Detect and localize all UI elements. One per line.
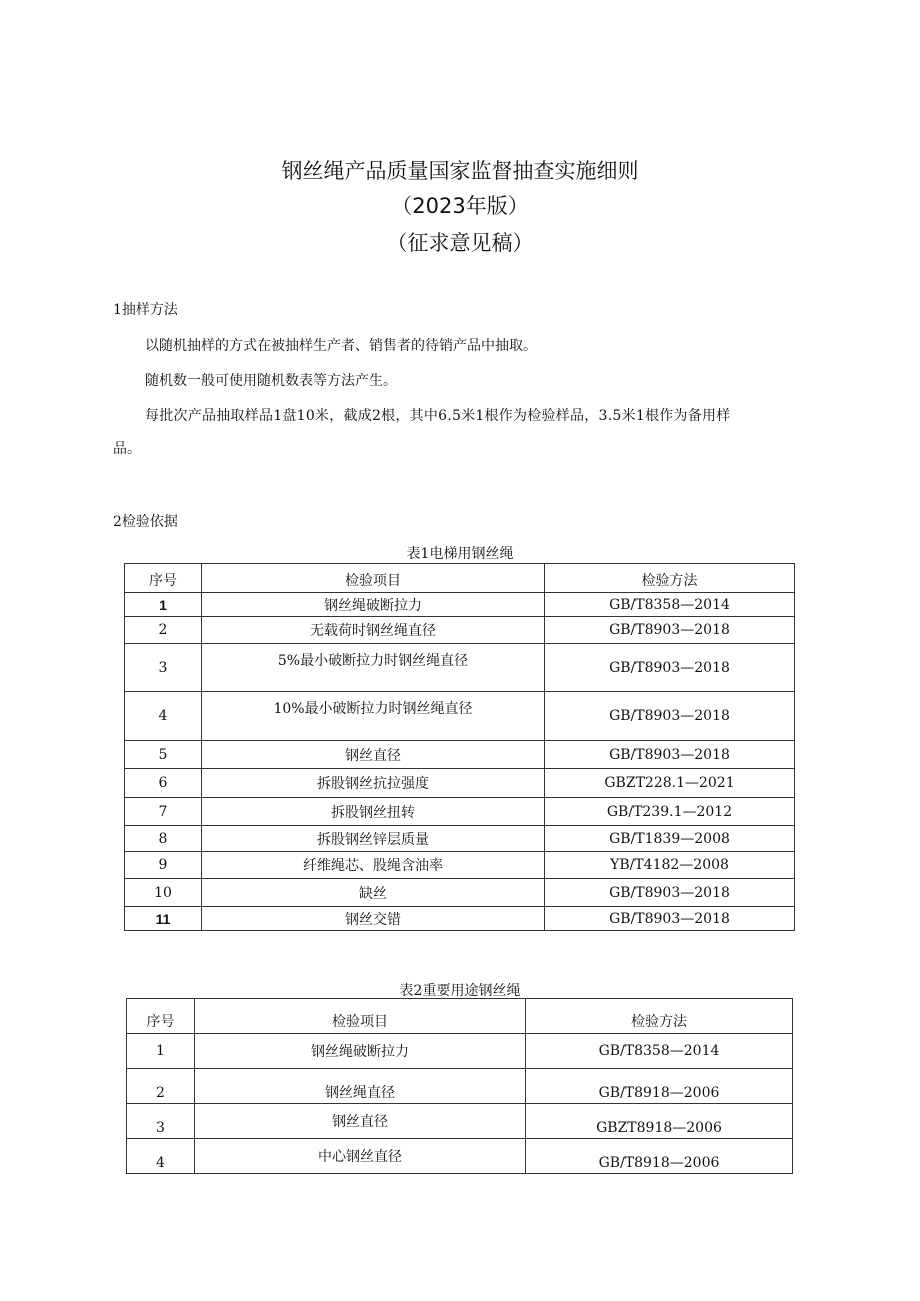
row-index: 11: [125, 907, 202, 931]
row-item: 纤维绳芯、股绳含油率: [202, 852, 545, 879]
row-item: 10%最小破断拉力时钢丝绳直径: [202, 692, 545, 741]
row-item: 钢丝直径: [202, 741, 545, 769]
header-cell-item: 检验项目: [202, 564, 545, 593]
table-1: [124, 563, 795, 931]
row-method: GB/T8903—2018: [545, 879, 795, 907]
table-row: [125, 617, 795, 644]
table-row: [125, 769, 795, 798]
section-1-paragraph-1: 以随机抽样的方式在被抽样生产者、销售者的待销产品中抽取。: [145, 338, 537, 354]
row-index: 1: [125, 593, 202, 617]
table-header-row: [125, 564, 795, 593]
row-item: 拆股钢丝锌层质量: [202, 826, 545, 852]
row-method: GB/T8918—2006: [526, 1069, 793, 1104]
row-index: 2: [127, 1069, 195, 1104]
header-cell-index: 序号: [125, 564, 202, 593]
table-row: [127, 1139, 793, 1174]
table-row: [125, 741, 795, 769]
table-2-caption: 表2重要用途钢丝绳: [399, 983, 521, 999]
table-row: [125, 852, 795, 879]
row-item: 缺丝: [202, 879, 545, 907]
row-index: 3: [127, 1104, 195, 1139]
section-1-paragraph-3-continued: 品。: [113, 441, 141, 457]
row-item: 钢丝直径: [195, 1104, 526, 1139]
row-method: GB/T8358—2014: [545, 593, 795, 617]
row-index: 4: [125, 692, 202, 741]
document-status: （征求意见稿）: [386, 231, 534, 255]
section-2-heading: 2检验依据: [113, 514, 178, 530]
row-item: 拆股钢丝扭转: [202, 798, 545, 826]
table-row: [127, 1034, 793, 1069]
section-1-heading: 1抽样方法: [113, 302, 178, 318]
table-row: [127, 1069, 793, 1104]
row-item: 无载荷时钢丝绳直径: [202, 617, 545, 644]
table-1-caption: 表1电梯用钢丝绳: [406, 546, 514, 562]
table-row: [125, 692, 795, 741]
table-row: [127, 1104, 793, 1139]
table-row: [125, 826, 795, 852]
row-index: 1: [127, 1034, 195, 1069]
row-method: GBZT8918—2006: [526, 1104, 793, 1139]
header-cell-method: 检验方法: [526, 999, 793, 1034]
row-index: 10: [125, 879, 202, 907]
row-index: 7: [125, 798, 202, 826]
row-method: GB/T8903—2018: [545, 644, 795, 692]
row-method: GB/T239.1—2012: [545, 798, 795, 826]
document-edition: （2023年版）: [391, 194, 529, 218]
table-header-row: [127, 999, 793, 1034]
table-row: [125, 644, 795, 692]
row-method: GB/T8903—2018: [545, 907, 795, 931]
section-1-paragraph-3: 每批次产品抽取样品1盘10米，截成2根，其中6.5米1根作为检验样品，3.5米1根作为备用样: [145, 408, 731, 424]
table-row: [125, 798, 795, 826]
header-cell-item: 检验项目: [195, 999, 526, 1034]
row-index: 9: [125, 852, 202, 879]
row-item: 钢丝绳破断拉力: [195, 1034, 526, 1069]
row-index: 4: [127, 1139, 195, 1174]
document-title: 钢丝绳产品质量国家监督抽查实施细则: [281, 159, 639, 183]
row-index: 3: [125, 644, 202, 692]
row-method: YB/T4182—2008: [545, 852, 795, 879]
section-1-paragraph-2: 随机数一般可使用随机数表等方法产生。: [145, 373, 397, 389]
row-index: 6: [125, 769, 202, 798]
row-index: 5: [125, 741, 202, 769]
table-2: [126, 998, 793, 1174]
row-index: 2: [125, 617, 202, 644]
table-row: [125, 907, 795, 931]
header-cell-method: 检验方法: [545, 564, 795, 593]
row-method: GB/T8918—2006: [526, 1139, 793, 1174]
table-row: [125, 879, 795, 907]
row-method: GB/T8903—2018: [545, 617, 795, 644]
row-item: 中心钢丝直径: [195, 1139, 526, 1174]
row-item: 钢丝交错: [202, 907, 545, 931]
row-method: GBZT228.1—2021: [545, 769, 795, 798]
row-method: GB/T1839—2008: [545, 826, 795, 852]
row-method: GB/T8903—2018: [545, 741, 795, 769]
row-method: GB/T8903—2018: [545, 692, 795, 741]
row-item: 钢丝绳直径: [195, 1069, 526, 1104]
row-item: 钢丝绳破断拉力: [202, 593, 545, 617]
row-index: 8: [125, 826, 202, 852]
row-method: GB/T8358—2014: [526, 1034, 793, 1069]
table-row: [125, 593, 795, 617]
header-cell-index: 序号: [127, 999, 195, 1034]
row-item: 5%最小破断拉力时钢丝绳直径: [202, 644, 545, 692]
row-item: 拆股钢丝抗拉强度: [202, 769, 545, 798]
